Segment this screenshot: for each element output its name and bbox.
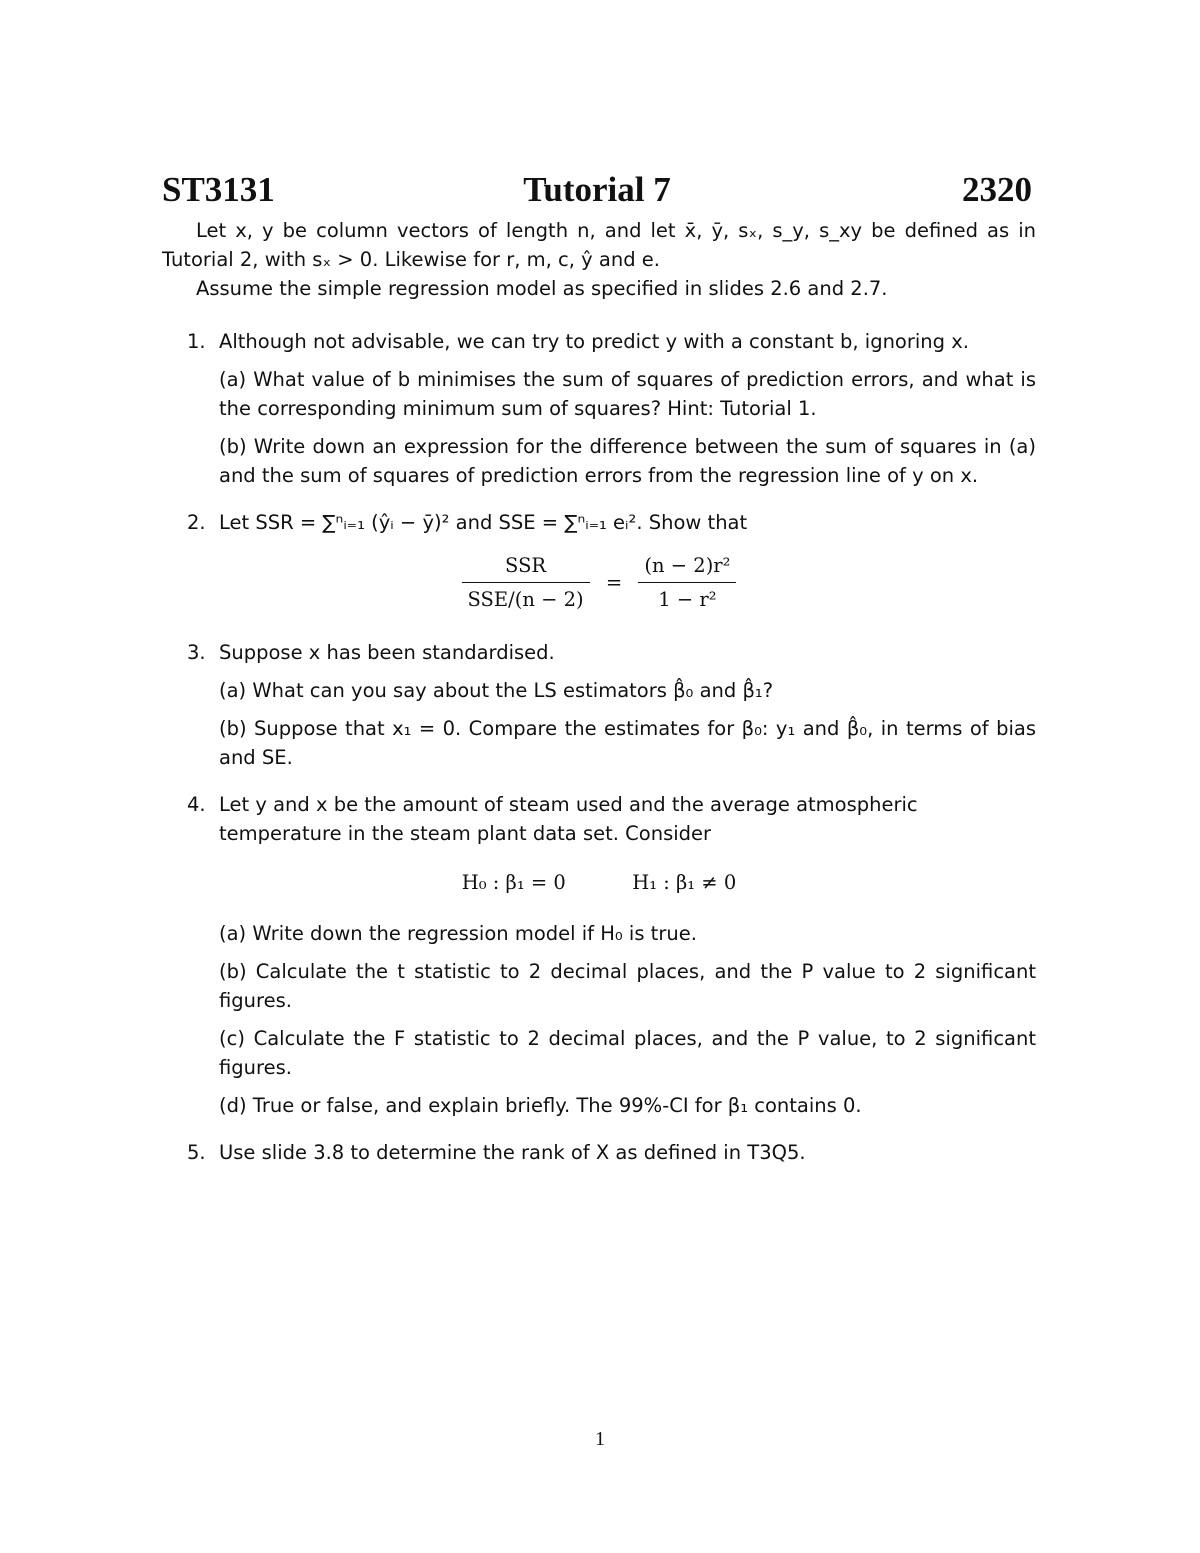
question-number: 4.	[187, 793, 206, 816]
question-part: (a) What can you say about the LS estimators β̂₀ and β̂₁?	[219, 679, 774, 702]
question-part: (b) Write down an expression for the difference between the sum of squares in (a) and the sum of squares of prediction errors from the regression line of y on x.	[219, 435, 1036, 487]
question-text: Although not advisable, we can try to predict y with a constant b, ignoring x.	[219, 330, 969, 353]
term-code: 2320	[962, 170, 1032, 209]
fraction-denominator: 1 − r²	[658, 588, 717, 611]
fraction-rhs	[638, 551, 736, 614]
course-code: ST3131	[162, 170, 275, 209]
question-list	[162, 327, 1036, 1167]
display-equation	[162, 551, 1036, 614]
question-3	[162, 638, 1036, 772]
alternative-hypothesis: H₁ : β₁ ≠ 0	[632, 871, 737, 894]
question-part: (c) Calculate the F statistic to 2 decimal places, and the P value, to 2 significant figures.	[219, 1027, 1036, 1079]
question-number: 3.	[187, 641, 206, 664]
question-number: 5.	[187, 1141, 206, 1164]
equals-sign: =	[605, 571, 623, 594]
question-2	[162, 508, 1036, 614]
question-text: Use slide 3.8 to determine the rank of X as defined in T3Q5.	[219, 1141, 806, 1164]
question-number: 1.	[187, 330, 206, 353]
fraction-numerator: SSR	[462, 551, 590, 583]
question-text: Let y and x be the amount of steam used and the average atmospheric temperature in the steam plant data set. Consider	[219, 793, 918, 845]
question-4	[162, 790, 1036, 1120]
tutorial-title: Tutorial 7	[523, 170, 671, 209]
question-5	[162, 1138, 1036, 1167]
question-1	[162, 327, 1036, 490]
fraction-lhs	[462, 551, 590, 614]
null-hypothesis: H₀ : β₁ = 0	[461, 871, 566, 894]
question-part: (a) What value of b minimises the sum of squares of prediction errors, and what is the corresponding minimum sum of squares? Hint: Tutorial 1.	[219, 368, 1036, 420]
question-part: (b) Calculate the t statistic to 2 decimal places, and the P value to 2 significant figures.	[219, 960, 1036, 1012]
fraction-numerator: (n − 2)r²	[638, 551, 736, 583]
hypothesis-display	[162, 868, 1036, 897]
question-number: 2.	[187, 511, 206, 534]
document-body	[162, 216, 1036, 1167]
question-text: Suppose x has been standardised.	[219, 641, 555, 664]
question-text: Let SSR = ∑ⁿᵢ₌₁ (ŷᵢ − ȳ)² and SSE = ∑ⁿᵢ₌₁ eᵢ². Show that	[219, 511, 748, 534]
intro-assumption: Assume the simple regression model as specified in slides 2.6 and 2.7.	[196, 277, 888, 300]
intro-paragraph: Let x, y be column vectors of length n, and let x̄, ȳ, sₓ, s_y, s_xy be defined as in Tutorial 2, with sₓ > 0. Likewise for r, m, c, ŷ and e.	[162, 219, 1036, 271]
page-header	[162, 168, 1032, 212]
question-part: (a) Write down the regression model if H₀ is true.	[219, 922, 697, 945]
fraction-denominator: SSE/(n − 2)	[467, 588, 584, 611]
question-part: (b) Suppose that x₁ = 0. Compare the estimates for β₀: y₁ and β̂₀, in terms of bias and SE.	[219, 717, 1036, 769]
question-part: (d) True or false, and explain briefly. The 99%-CI for β₁ contains 0.	[219, 1094, 862, 1117]
page-number: 1	[595, 1428, 605, 1450]
